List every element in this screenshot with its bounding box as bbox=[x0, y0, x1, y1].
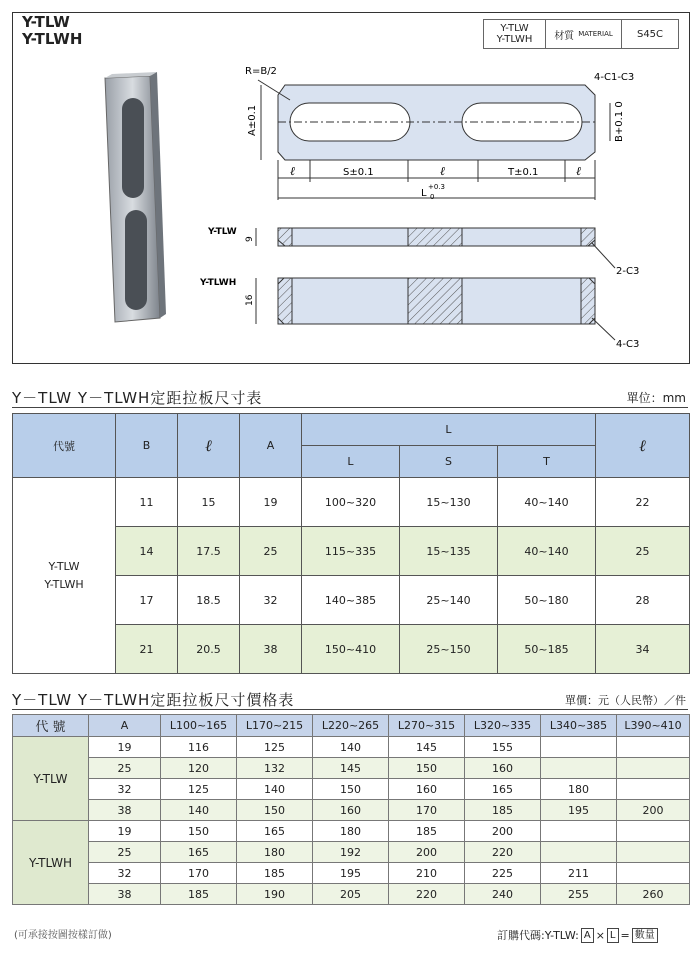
table-row: 38 140 150 160 170 185 195 200 bbox=[13, 800, 690, 821]
table-row: 21 20.5 38 150~410 25~150 50~185 34 bbox=[13, 625, 690, 674]
price-header-row: 代 號 A L100~165 L170~215 L220~265 L270~315 L320~335 L340~385 L390~410 bbox=[13, 715, 690, 737]
l-small-right: ℓ bbox=[576, 164, 581, 178]
top-view bbox=[258, 80, 610, 200]
a-dimension: A±0.1 bbox=[247, 104, 258, 136]
table-row: Y-TLW Y-TLWH 11 15 19 100~320 15~130 40~140 22 bbox=[13, 478, 690, 527]
technical-drawing bbox=[0, 0, 700, 370]
price-table-unit: 單價：元（人民幣）／件 bbox=[565, 694, 686, 707]
dims-table-unit: 單位：mm bbox=[626, 391, 686, 405]
col-b: B bbox=[116, 414, 178, 478]
price-table-title: Y－TLW Y－TLWH定距拉板尺寸價格表 bbox=[12, 691, 295, 709]
dimensions-table bbox=[12, 413, 690, 674]
table-row: 17 18.5 32 140~385 25~140 50~180 28 bbox=[13, 576, 690, 625]
table-row: 14 17.5 25 115~335 15~135 40~140 25 bbox=[13, 527, 690, 576]
group-y-tlwh: Y-TLWH bbox=[13, 821, 89, 905]
l-tol-up: +0.3 bbox=[428, 183, 445, 191]
side2-height: 16 bbox=[245, 294, 255, 306]
side1-height: 9 bbox=[245, 236, 255, 242]
l-small-mid: ℓ bbox=[440, 164, 445, 178]
spec-material-label: 材質 MATERIAL bbox=[546, 20, 622, 48]
l-total: L bbox=[421, 188, 427, 199]
table-row: 38 185 190 205 220 240 255 260 bbox=[13, 884, 690, 905]
price-table bbox=[12, 714, 690, 905]
table-row: 32 125 140 150 160 165 180 bbox=[13, 779, 690, 800]
chamfer-label-mid: 2-C3 bbox=[616, 266, 640, 277]
side-view-tlwh bbox=[256, 278, 615, 340]
product-title: Y-TLW Y-TLWH bbox=[22, 13, 83, 48]
dims-title-rule bbox=[12, 407, 688, 408]
dims-table-title: Y－TLW Y－TLWH定距拉板尺寸表 bbox=[12, 389, 263, 407]
col-l-small: ℓ bbox=[178, 414, 240, 478]
col-a: A bbox=[240, 414, 302, 478]
custom-order-note: (可承接按圖按樣訂做) bbox=[14, 930, 112, 941]
col-l-small2: ℓ bbox=[596, 414, 690, 478]
code-cell: Y-TLW Y-TLWH bbox=[13, 478, 116, 674]
col-L: L bbox=[302, 446, 400, 478]
group-y-tlw: Y-TLW bbox=[13, 737, 89, 821]
col-T: T bbox=[498, 446, 596, 478]
spec-material-value: S45C bbox=[636, 28, 664, 40]
price-title-rule bbox=[12, 709, 688, 710]
l-tol-low: 0 bbox=[430, 193, 435, 201]
side2-label: Y-TLWH bbox=[200, 278, 237, 288]
side-view-tlw bbox=[256, 228, 615, 268]
table-row: Y-TLW 19 116 125 140 145 155 bbox=[13, 737, 690, 758]
t-dimension: T±0.1 bbox=[508, 167, 539, 178]
table-row: 25 165 180 192 200 220 bbox=[13, 842, 690, 863]
table-row: Y-TLWH 19 150 165 180 185 200 bbox=[13, 821, 690, 842]
s-dimension: S±0.1 bbox=[343, 167, 374, 178]
box-qty: 數量 bbox=[632, 928, 658, 943]
product-photo bbox=[105, 72, 166, 322]
b-dimension: B+0.1 0 bbox=[614, 101, 625, 142]
col-l-group: L bbox=[302, 414, 596, 446]
col-S: S bbox=[400, 446, 498, 478]
side1-label: Y-TLW bbox=[208, 227, 237, 237]
spec-models: Y-TLW Y-TLWH bbox=[484, 20, 546, 48]
col-code: 代號 bbox=[13, 414, 116, 478]
box-a: A bbox=[581, 928, 594, 943]
l-small-left: ℓ bbox=[290, 164, 295, 178]
chamfer-label-top: 4-C1-C3 bbox=[594, 72, 635, 83]
box-l: L bbox=[607, 928, 619, 943]
radius-label: R=B/2 bbox=[245, 66, 277, 77]
table-row: 25 120 132 145 150 160 bbox=[13, 758, 690, 779]
chamfer-label-bottom: 4-C3 bbox=[616, 339, 640, 350]
order-code-formula: 訂購代碼:Y-TLW: A × L = 數量 bbox=[497, 927, 658, 943]
table-row: 32 170 185 195 210 225 211 bbox=[13, 863, 690, 884]
